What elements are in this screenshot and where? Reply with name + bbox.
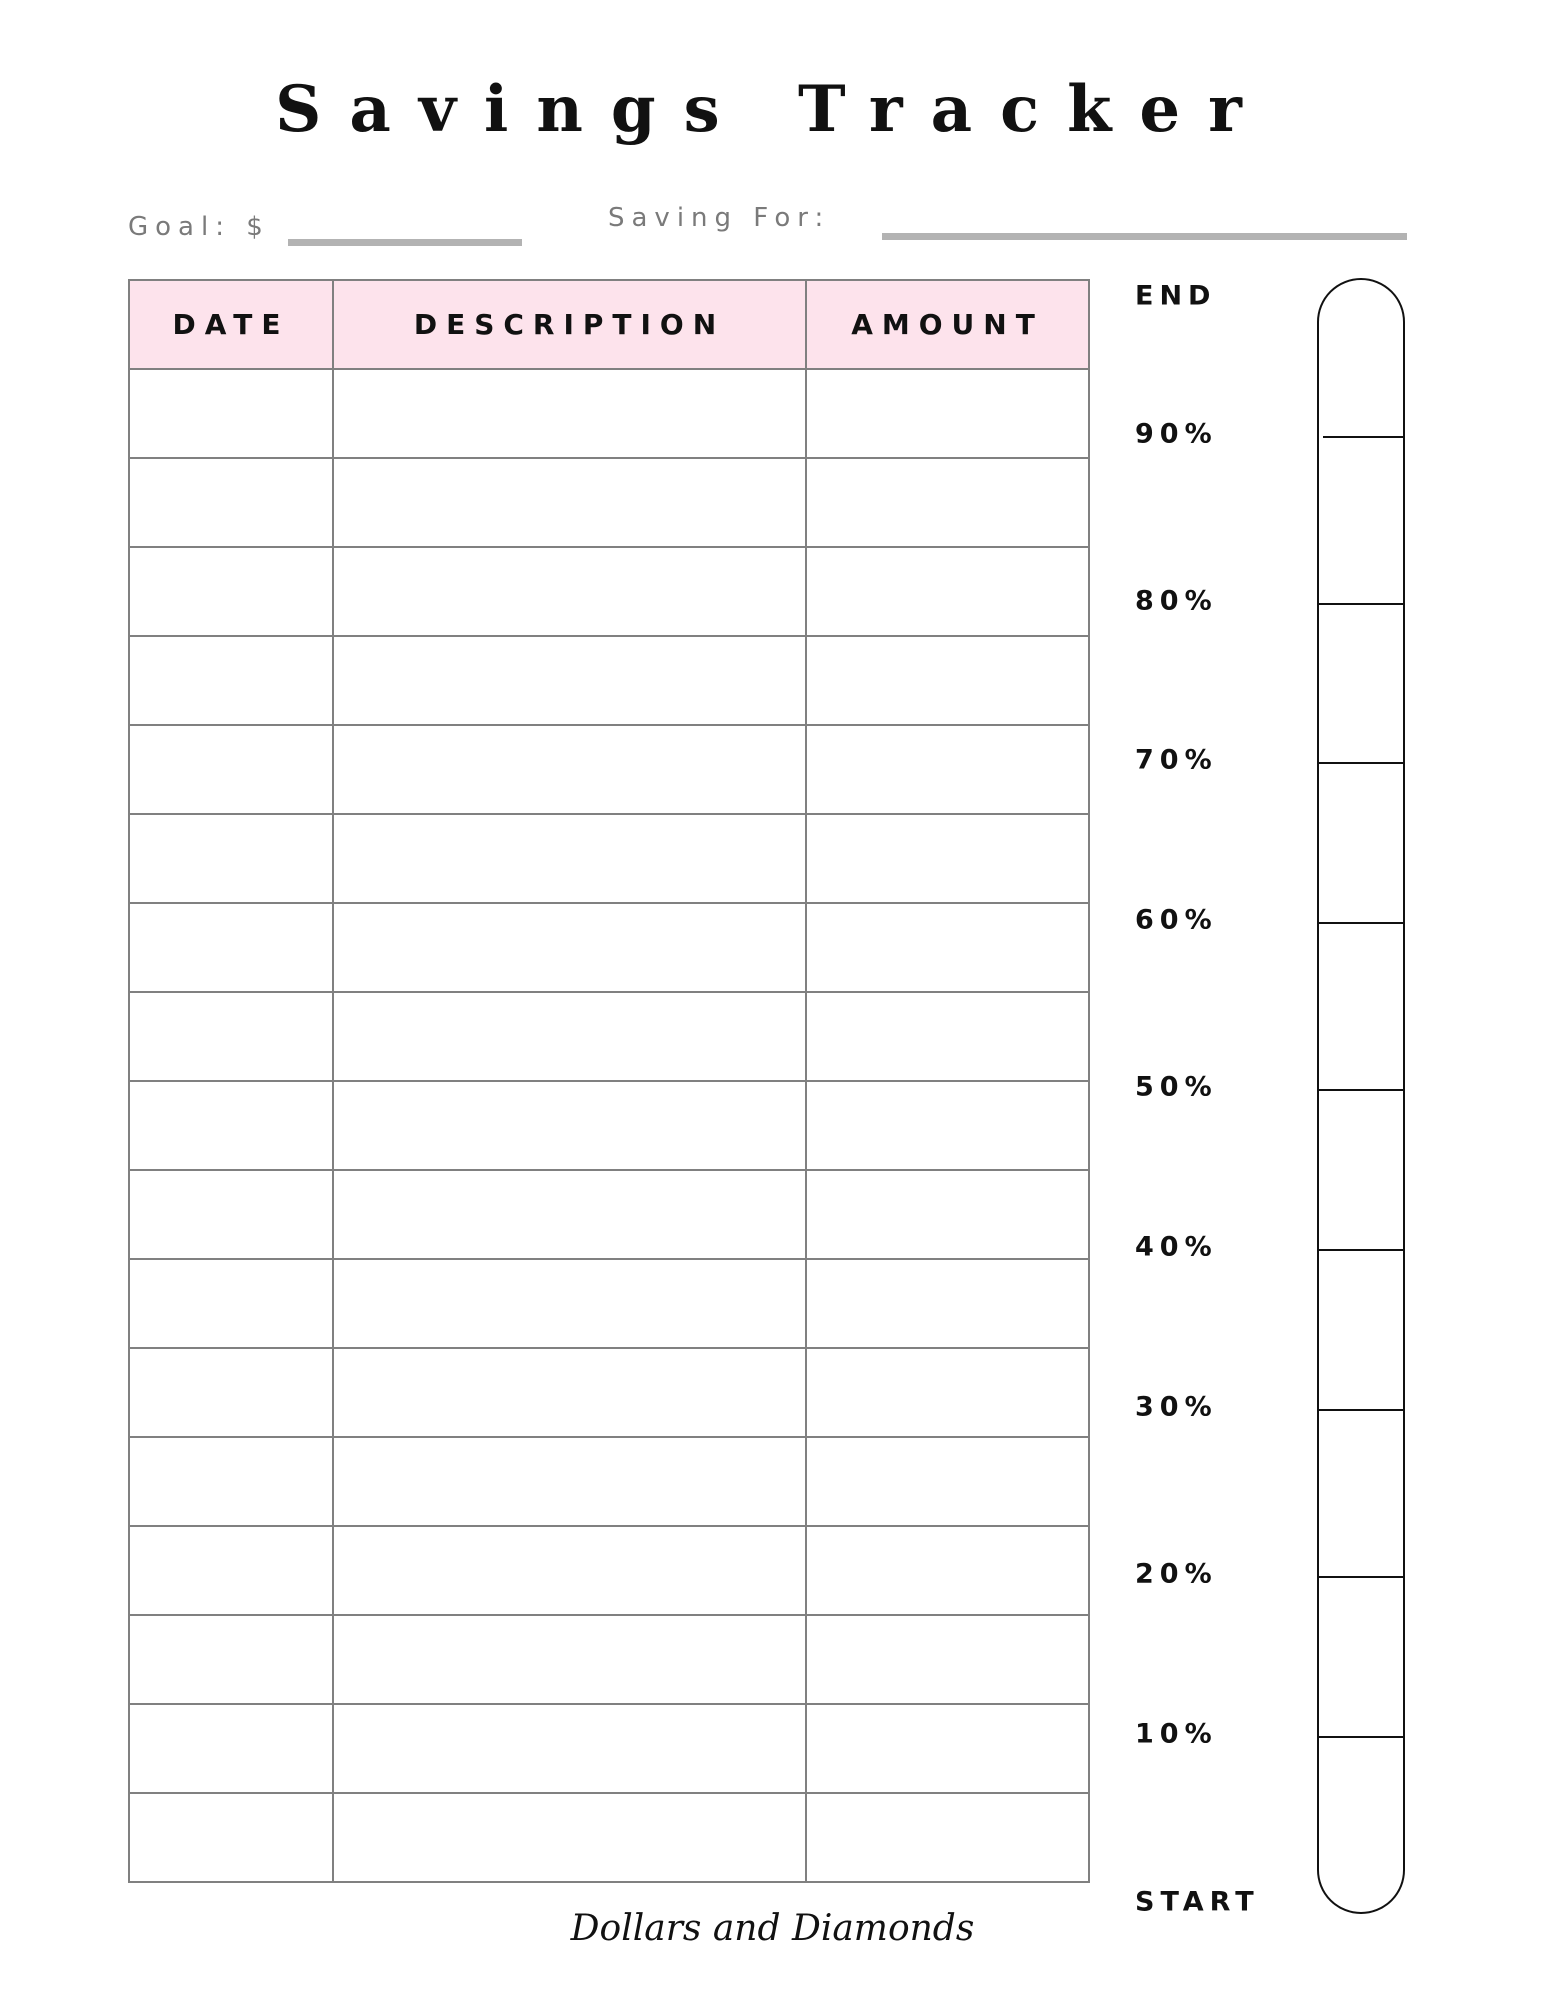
table-row	[129, 636, 1089, 725]
date-cell[interactable]	[129, 725, 333, 814]
progress-label-80-percent: 80%	[1135, 585, 1218, 617]
description-column-header: DESCRIPTION	[333, 280, 806, 369]
amount-cell[interactable]	[806, 1437, 1089, 1526]
goal-input-line[interactable]	[288, 239, 522, 246]
progress-label-end: END	[1135, 280, 1217, 312]
date-cell[interactable]	[129, 1615, 333, 1704]
table-row	[129, 369, 1089, 458]
description-cell[interactable]	[333, 992, 806, 1081]
progress-label-start: START	[1135, 1886, 1260, 1918]
amount-cell[interactable]	[806, 458, 1089, 547]
thermometer-tick	[1323, 436, 1405, 438]
description-cell[interactable]	[333, 1081, 806, 1170]
table-row	[129, 725, 1089, 814]
table-row	[129, 1526, 1089, 1615]
page-title: Savings Tracker	[275, 72, 1270, 147]
description-cell[interactable]	[333, 1793, 806, 1882]
date-cell[interactable]	[129, 1526, 333, 1615]
table-row	[129, 1793, 1089, 1882]
amount-cell[interactable]	[806, 1170, 1089, 1259]
description-cell[interactable]	[333, 1259, 806, 1348]
amount-cell[interactable]	[806, 1793, 1089, 1882]
description-cell[interactable]	[333, 636, 806, 725]
description-cell[interactable]	[333, 725, 806, 814]
progress-label-60-percent: 60%	[1135, 904, 1218, 936]
thermometer-tick	[1319, 1736, 1405, 1738]
table-row	[129, 1081, 1089, 1170]
table-row	[129, 992, 1089, 1081]
date-cell[interactable]	[129, 1259, 333, 1348]
table-row	[129, 1615, 1089, 1704]
progress-label-70-percent: 70%	[1135, 744, 1218, 776]
progress-label-30-percent: 30%	[1135, 1391, 1218, 1423]
description-cell[interactable]	[333, 1437, 806, 1526]
thermometer-tick	[1319, 1576, 1405, 1578]
table-row	[129, 458, 1089, 547]
table-row	[129, 1437, 1089, 1526]
amount-cell[interactable]	[806, 547, 1089, 636]
table-header-row	[129, 280, 1089, 369]
table-body	[129, 369, 1089, 1882]
thermometer-tick	[1319, 922, 1405, 924]
thermometer-tick	[1319, 762, 1405, 764]
date-cell[interactable]	[129, 369, 333, 458]
savings-thermometer	[1317, 278, 1405, 1914]
date-cell[interactable]	[129, 1170, 333, 1259]
amount-cell[interactable]	[806, 636, 1089, 725]
table-row	[129, 903, 1089, 992]
amount-cell[interactable]	[806, 814, 1089, 903]
amount-cell[interactable]	[806, 1615, 1089, 1704]
amount-column-header: AMOUNT	[806, 280, 1089, 369]
progress-label-40-percent: 40%	[1135, 1231, 1218, 1263]
progress-label-90-percent: 90%	[1135, 418, 1218, 450]
description-cell[interactable]	[333, 547, 806, 636]
description-cell[interactable]	[333, 903, 806, 992]
thermometer-tick	[1319, 1409, 1405, 1411]
amount-cell[interactable]	[806, 1526, 1089, 1615]
description-cell[interactable]	[333, 1170, 806, 1259]
date-cell[interactable]	[129, 1348, 333, 1437]
table-row	[129, 1704, 1089, 1793]
description-cell[interactable]	[333, 1704, 806, 1793]
description-cell[interactable]	[333, 814, 806, 903]
description-cell[interactable]	[333, 458, 806, 547]
progress-label-20-percent: 20%	[1135, 1558, 1218, 1590]
date-cell[interactable]	[129, 1793, 333, 1882]
footer-brand: Dollars and Diamonds	[570, 1908, 975, 1949]
table-row	[129, 814, 1089, 903]
table-row	[129, 1348, 1089, 1437]
date-cell[interactable]	[129, 814, 333, 903]
saving-for-input-line[interactable]	[882, 233, 1407, 240]
date-cell[interactable]	[129, 992, 333, 1081]
date-cell[interactable]	[129, 636, 333, 725]
table-row	[129, 547, 1089, 636]
date-cell[interactable]	[129, 1081, 333, 1170]
description-cell[interactable]	[333, 1615, 806, 1704]
amount-cell[interactable]	[806, 1081, 1089, 1170]
goal-label: Goal: $	[128, 212, 270, 242]
date-cell[interactable]	[129, 458, 333, 547]
thermometer-tick	[1319, 1089, 1405, 1091]
date-cell[interactable]	[129, 1437, 333, 1526]
thermometer-tick	[1319, 1249, 1405, 1251]
date-cell[interactable]	[129, 547, 333, 636]
saving-for-label: Saving For:	[608, 203, 831, 233]
date-cell[interactable]	[129, 1704, 333, 1793]
description-cell[interactable]	[333, 369, 806, 458]
amount-cell[interactable]	[806, 369, 1089, 458]
date-column-header: DATE	[129, 280, 333, 369]
savings-log-table	[128, 279, 1090, 1883]
table-row	[129, 1170, 1089, 1259]
description-cell[interactable]	[333, 1348, 806, 1437]
amount-cell[interactable]	[806, 1348, 1089, 1437]
date-cell[interactable]	[129, 903, 333, 992]
amount-cell[interactable]	[806, 903, 1089, 992]
amount-cell[interactable]	[806, 1704, 1089, 1793]
thermometer-tick	[1319, 603, 1405, 605]
table-row	[129, 1259, 1089, 1348]
progress-label-50-percent: 50%	[1135, 1071, 1218, 1103]
amount-cell[interactable]	[806, 725, 1089, 814]
progress-label-10-percent: 10%	[1135, 1718, 1218, 1750]
amount-cell[interactable]	[806, 1259, 1089, 1348]
amount-cell[interactable]	[806, 992, 1089, 1081]
description-cell[interactable]	[333, 1526, 806, 1615]
